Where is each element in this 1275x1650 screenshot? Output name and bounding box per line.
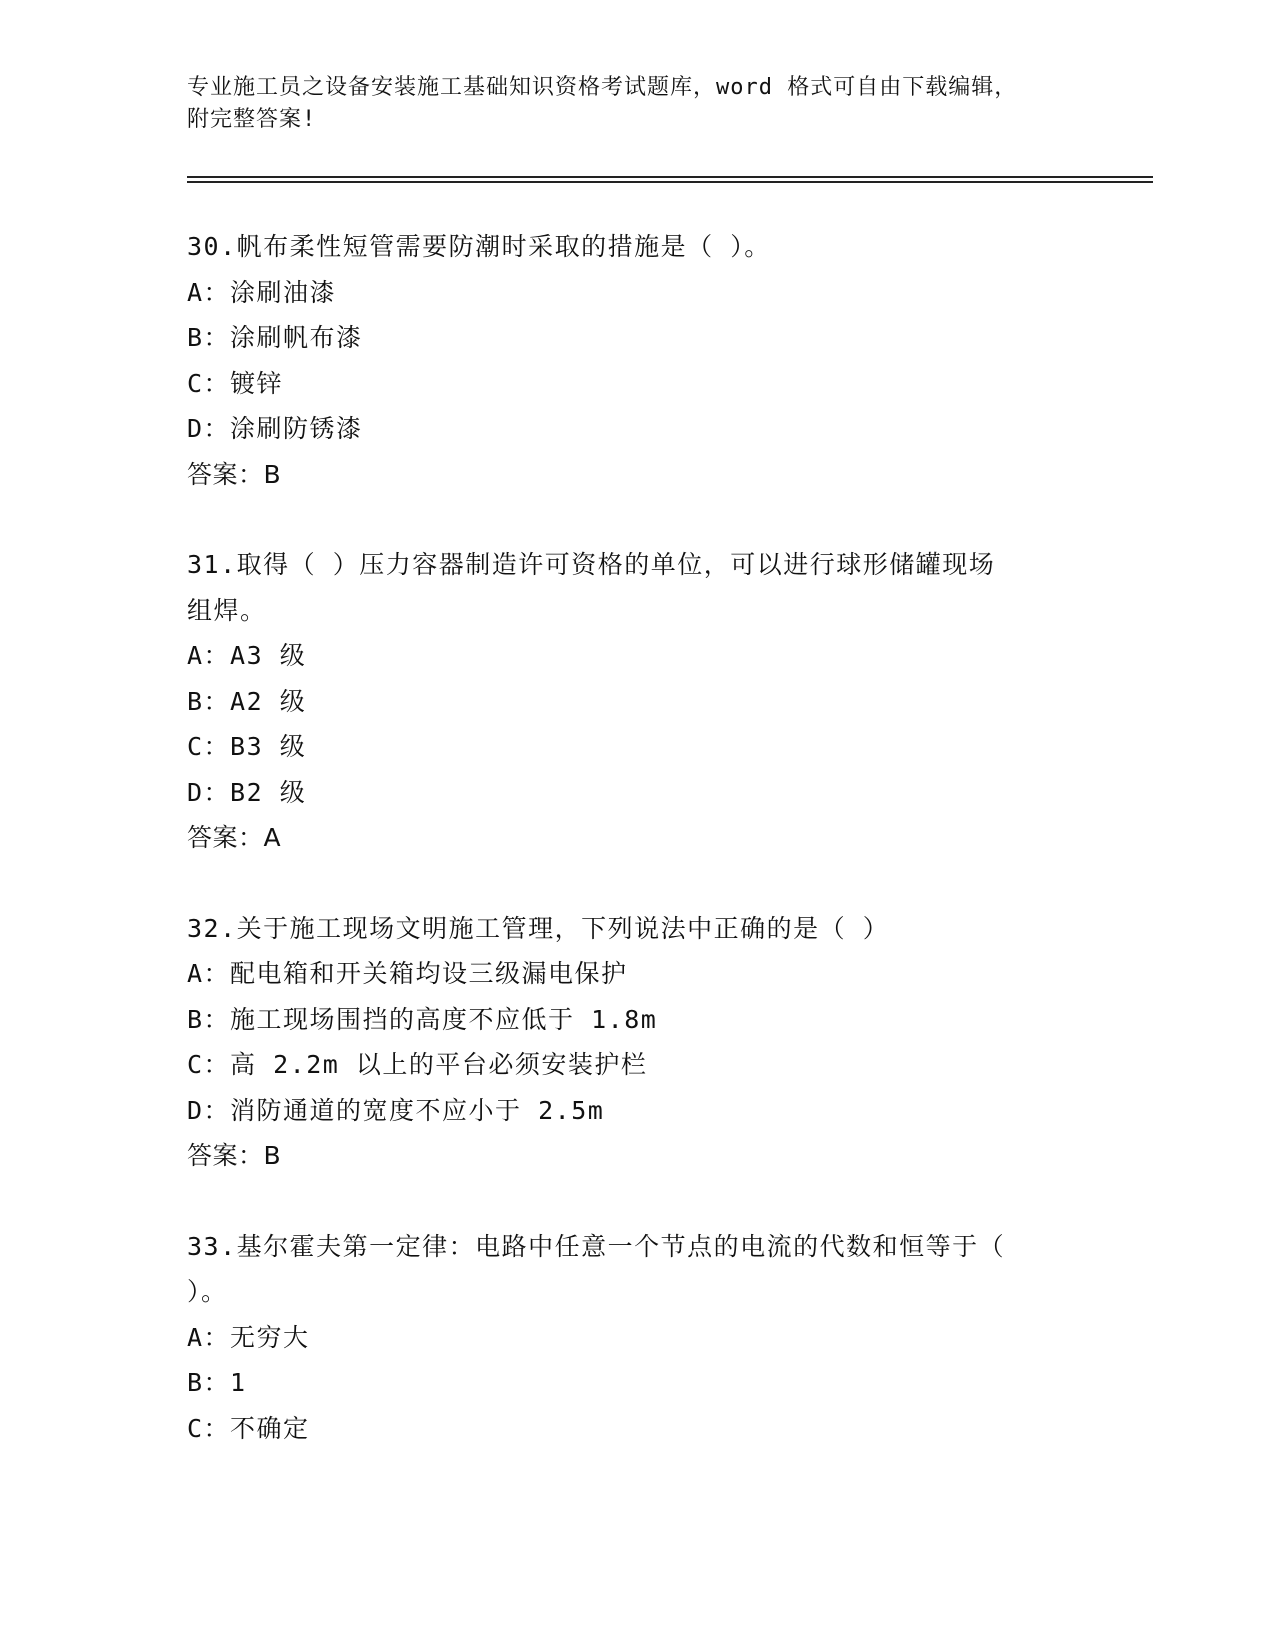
question-stem: 32.关于施工现场文明施工管理，下列说法中正确的是（ ）: [187, 913, 890, 943]
document-header: [187, 72, 1087, 136]
question-stem-continued: ）。: [187, 1277, 228, 1306]
option-c: C：B3 级: [187, 732, 307, 761]
option-b: B：A2 级: [187, 686, 307, 716]
question-stem: 30.帆布柔性短管需要防潮时采取的措施是（ ）。: [187, 232, 771, 261]
answer-label: 答案：A: [187, 823, 282, 852]
option-b: B：施工现场围挡的高度不应低于 1.8m: [187, 1004, 658, 1034]
question-stem: 31.取得（ ）压力容器制造许可资格的单位，可以进行球形储罐现场: [187, 550, 996, 579]
option-c: C：不确定: [187, 1413, 310, 1443]
option-c: C：高 2.2m 以上的平台必须安装护栏: [187, 1050, 648, 1079]
option-a: A：无穷大: [187, 1322, 310, 1352]
header-line-1: 专业施工员之设备安装施工基础知识资格考试题库，word 格式可自由下载编辑，: [187, 75, 1018, 100]
option-b: B：涂刷帆布漆: [187, 323, 363, 352]
answer-label: 答案：B: [187, 459, 282, 489]
header-divider-top: [187, 176, 1153, 178]
option-c: C：镀锌: [187, 368, 284, 398]
question-list: [187, 224, 1087, 1496]
answer-label: 答案：B: [187, 1141, 282, 1170]
option-d: D：B2 级: [187, 777, 307, 807]
option-d: D：涂刷防锈漆: [187, 414, 363, 443]
option-a: A：A3 级: [187, 641, 307, 670]
question-32: [187, 906, 1087, 1179]
option-d: D：消防通道的宽度不应小于 2.5m: [187, 1095, 605, 1125]
question-30: [187, 224, 1087, 497]
option-a: A：涂刷油漆: [187, 277, 337, 307]
question-31: [187, 542, 1087, 861]
option-a: A：配电箱和开关箱均设三级漏电保护: [187, 959, 628, 988]
question-stem: 33.基尔霍夫第一定律：电路中任意一个节点的电流的代数和恒等于（: [187, 1231, 1006, 1261]
question-stem-continued: 组焊。: [187, 595, 267, 625]
option-b: B：1: [187, 1368, 247, 1397]
question-33: [187, 1224, 1087, 1452]
header-line-2: 附完整答案!: [187, 107, 317, 132]
header-divider-bottom: [187, 181, 1153, 183]
